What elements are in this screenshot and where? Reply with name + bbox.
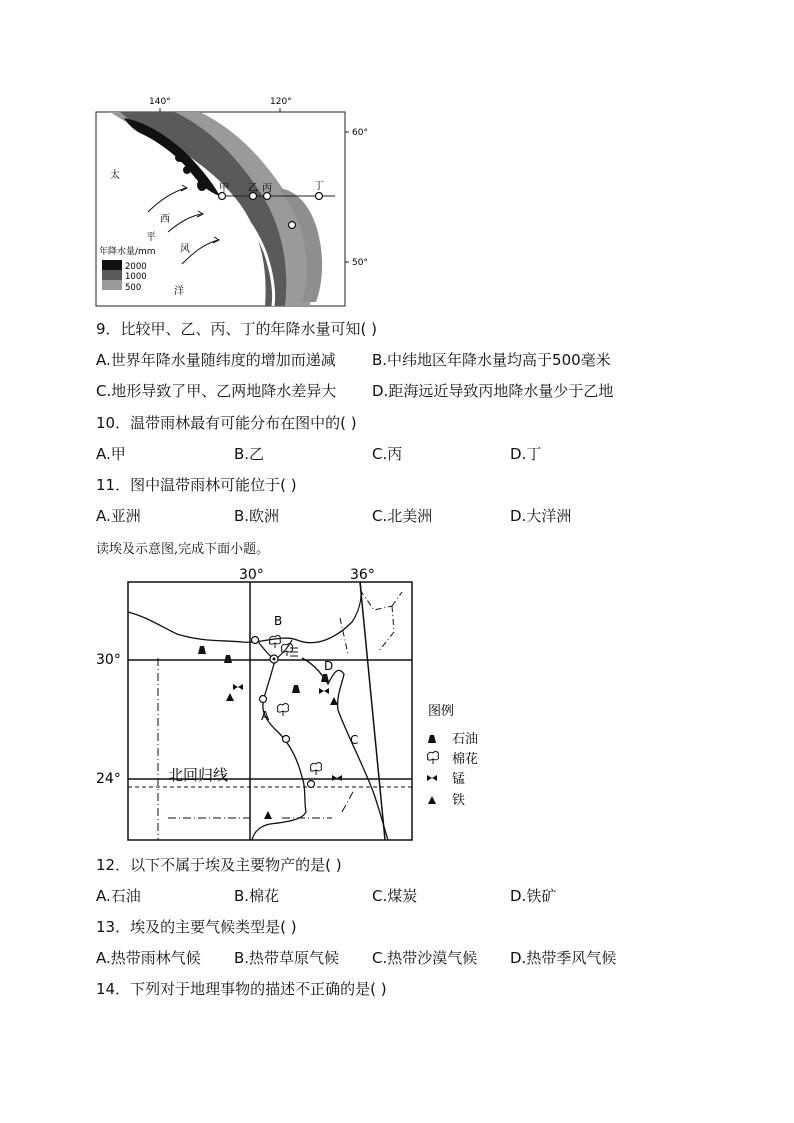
precipitation-map [90, 92, 390, 310]
ocean-char-ping: 平 [146, 232, 156, 243]
iron-icon [428, 796, 436, 804]
legend-label-iron: 铁 [452, 793, 466, 808]
egypt-map [92, 562, 492, 844]
question-12-option-c[interactable]: C.煤炭 [372, 887, 418, 905]
legend-value-500: 500 [125, 283, 142, 293]
region-label-a: A [261, 709, 270, 723]
region-label-d: D [324, 659, 334, 673]
label-ding: 丁 [314, 181, 324, 192]
wind-char-feng: 风 [180, 244, 190, 255]
question-9-option-b[interactable]: B.中纬地区年降水量均高于500毫米 [372, 351, 611, 369]
city-marker [273, 658, 276, 661]
question-9-option-d[interactable]: D.距海远近导致丙地降水量少于乙地 [372, 382, 614, 400]
label-jia: 甲 [219, 183, 229, 194]
question-10-option-a[interactable]: A.甲 [96, 445, 126, 463]
lon-label-120: 120° [270, 97, 292, 107]
question-9-stem: 9．比较甲、乙、丙、丁的年降水量可知( ) [96, 320, 378, 338]
legend-value-2000: 2000 [125, 262, 147, 272]
question-11-option-a[interactable]: A.亚洲 [96, 507, 141, 525]
question-10-option-b[interactable]: B.乙 [234, 445, 265, 463]
lon-label-140: 140° [149, 97, 171, 107]
question-12-option-a[interactable]: A.石油 [96, 887, 141, 905]
lat-label-30: 30° [96, 652, 121, 668]
question-9-option-c[interactable]: C.地形导致了甲、乙两地降水差异大 [96, 382, 337, 400]
point-inland [289, 222, 296, 229]
question-10-stem: 10．温带雨林最有可能分布在图中的( ) [96, 414, 357, 432]
city-marker [283, 736, 290, 743]
label-bing: 丙 [262, 183, 272, 194]
lat-label-24: 24° [96, 771, 121, 787]
point-ding [316, 193, 323, 200]
lat-label-60: 60° [352, 128, 368, 138]
question-11-option-c[interactable]: C.北美洲 [372, 507, 433, 525]
question-12-option-b[interactable]: B.棉花 [234, 887, 280, 905]
question-9-option-a[interactable]: A.世界年降水量随纬度的增加而递减 [96, 351, 336, 369]
question-12-stem: 12．以下不属于埃及主要物产的是( ) [96, 856, 342, 874]
legend-swatch-2000 [102, 260, 122, 270]
question-11-stem: 11．图中温带雨林可能位于( ) [96, 476, 297, 494]
manganese-icon [427, 775, 437, 781]
label-yi: 乙 [248, 183, 258, 194]
egypt-intro: 读埃及示意图,完成下面小题。 [96, 542, 270, 557]
question-13-option-c[interactable]: C.热带沙漠气候 [372, 949, 478, 967]
region-label-b: B [274, 614, 283, 628]
legend-title: 年降水量/mm [99, 247, 156, 257]
lat-label-50: 50° [352, 258, 368, 268]
question-13-stem: 13．埃及的主要气候类型是( ) [96, 918, 297, 936]
region-label-c: C [350, 733, 359, 747]
lon-label-30: 30° [239, 567, 264, 583]
question-13-option-b[interactable]: B.热带草原气候 [234, 949, 340, 967]
city-marker [252, 637, 259, 644]
city-marker [308, 781, 315, 788]
question-10-option-d[interactable]: D.丁 [510, 445, 542, 463]
map-frame [128, 582, 412, 840]
ocean-char-yang: 洋 [174, 286, 184, 297]
legend-value-1000: 1000 [125, 272, 147, 282]
question-11-option-b[interactable]: B.欧洲 [234, 507, 280, 525]
legend-title: 图例 [428, 704, 455, 719]
oil-icon [428, 735, 436, 743]
city-marker [260, 696, 267, 703]
ocean-char-tai: 太 [110, 170, 120, 181]
question-13-option-d[interactable]: D.热带季风气候 [510, 949, 617, 967]
legend-label-oil: 石油 [452, 732, 479, 747]
cotton-icon [427, 752, 438, 764]
wind-char-xi: 西 [160, 214, 170, 225]
question-14-stem: 14．下列对于地理事物的描述不正确的是( ) [96, 980, 387, 998]
question-12-option-d[interactable]: D.铁矿 [510, 887, 557, 905]
question-13-option-a[interactable]: A.热带雨林气候 [96, 949, 201, 967]
legend-label-cotton: 棉花 [452, 752, 479, 767]
question-11-option-d[interactable]: D.大洋洲 [510, 507, 572, 525]
legend-label-manganese: 锰 [452, 772, 466, 787]
tropic-label: 北回归线 [168, 766, 229, 784]
lon-label-36: 36° [350, 567, 375, 583]
question-10-option-c[interactable]: C.丙 [372, 445, 403, 463]
legend-swatch-500 [102, 280, 122, 290]
legend-swatch-1000 [102, 270, 122, 280]
